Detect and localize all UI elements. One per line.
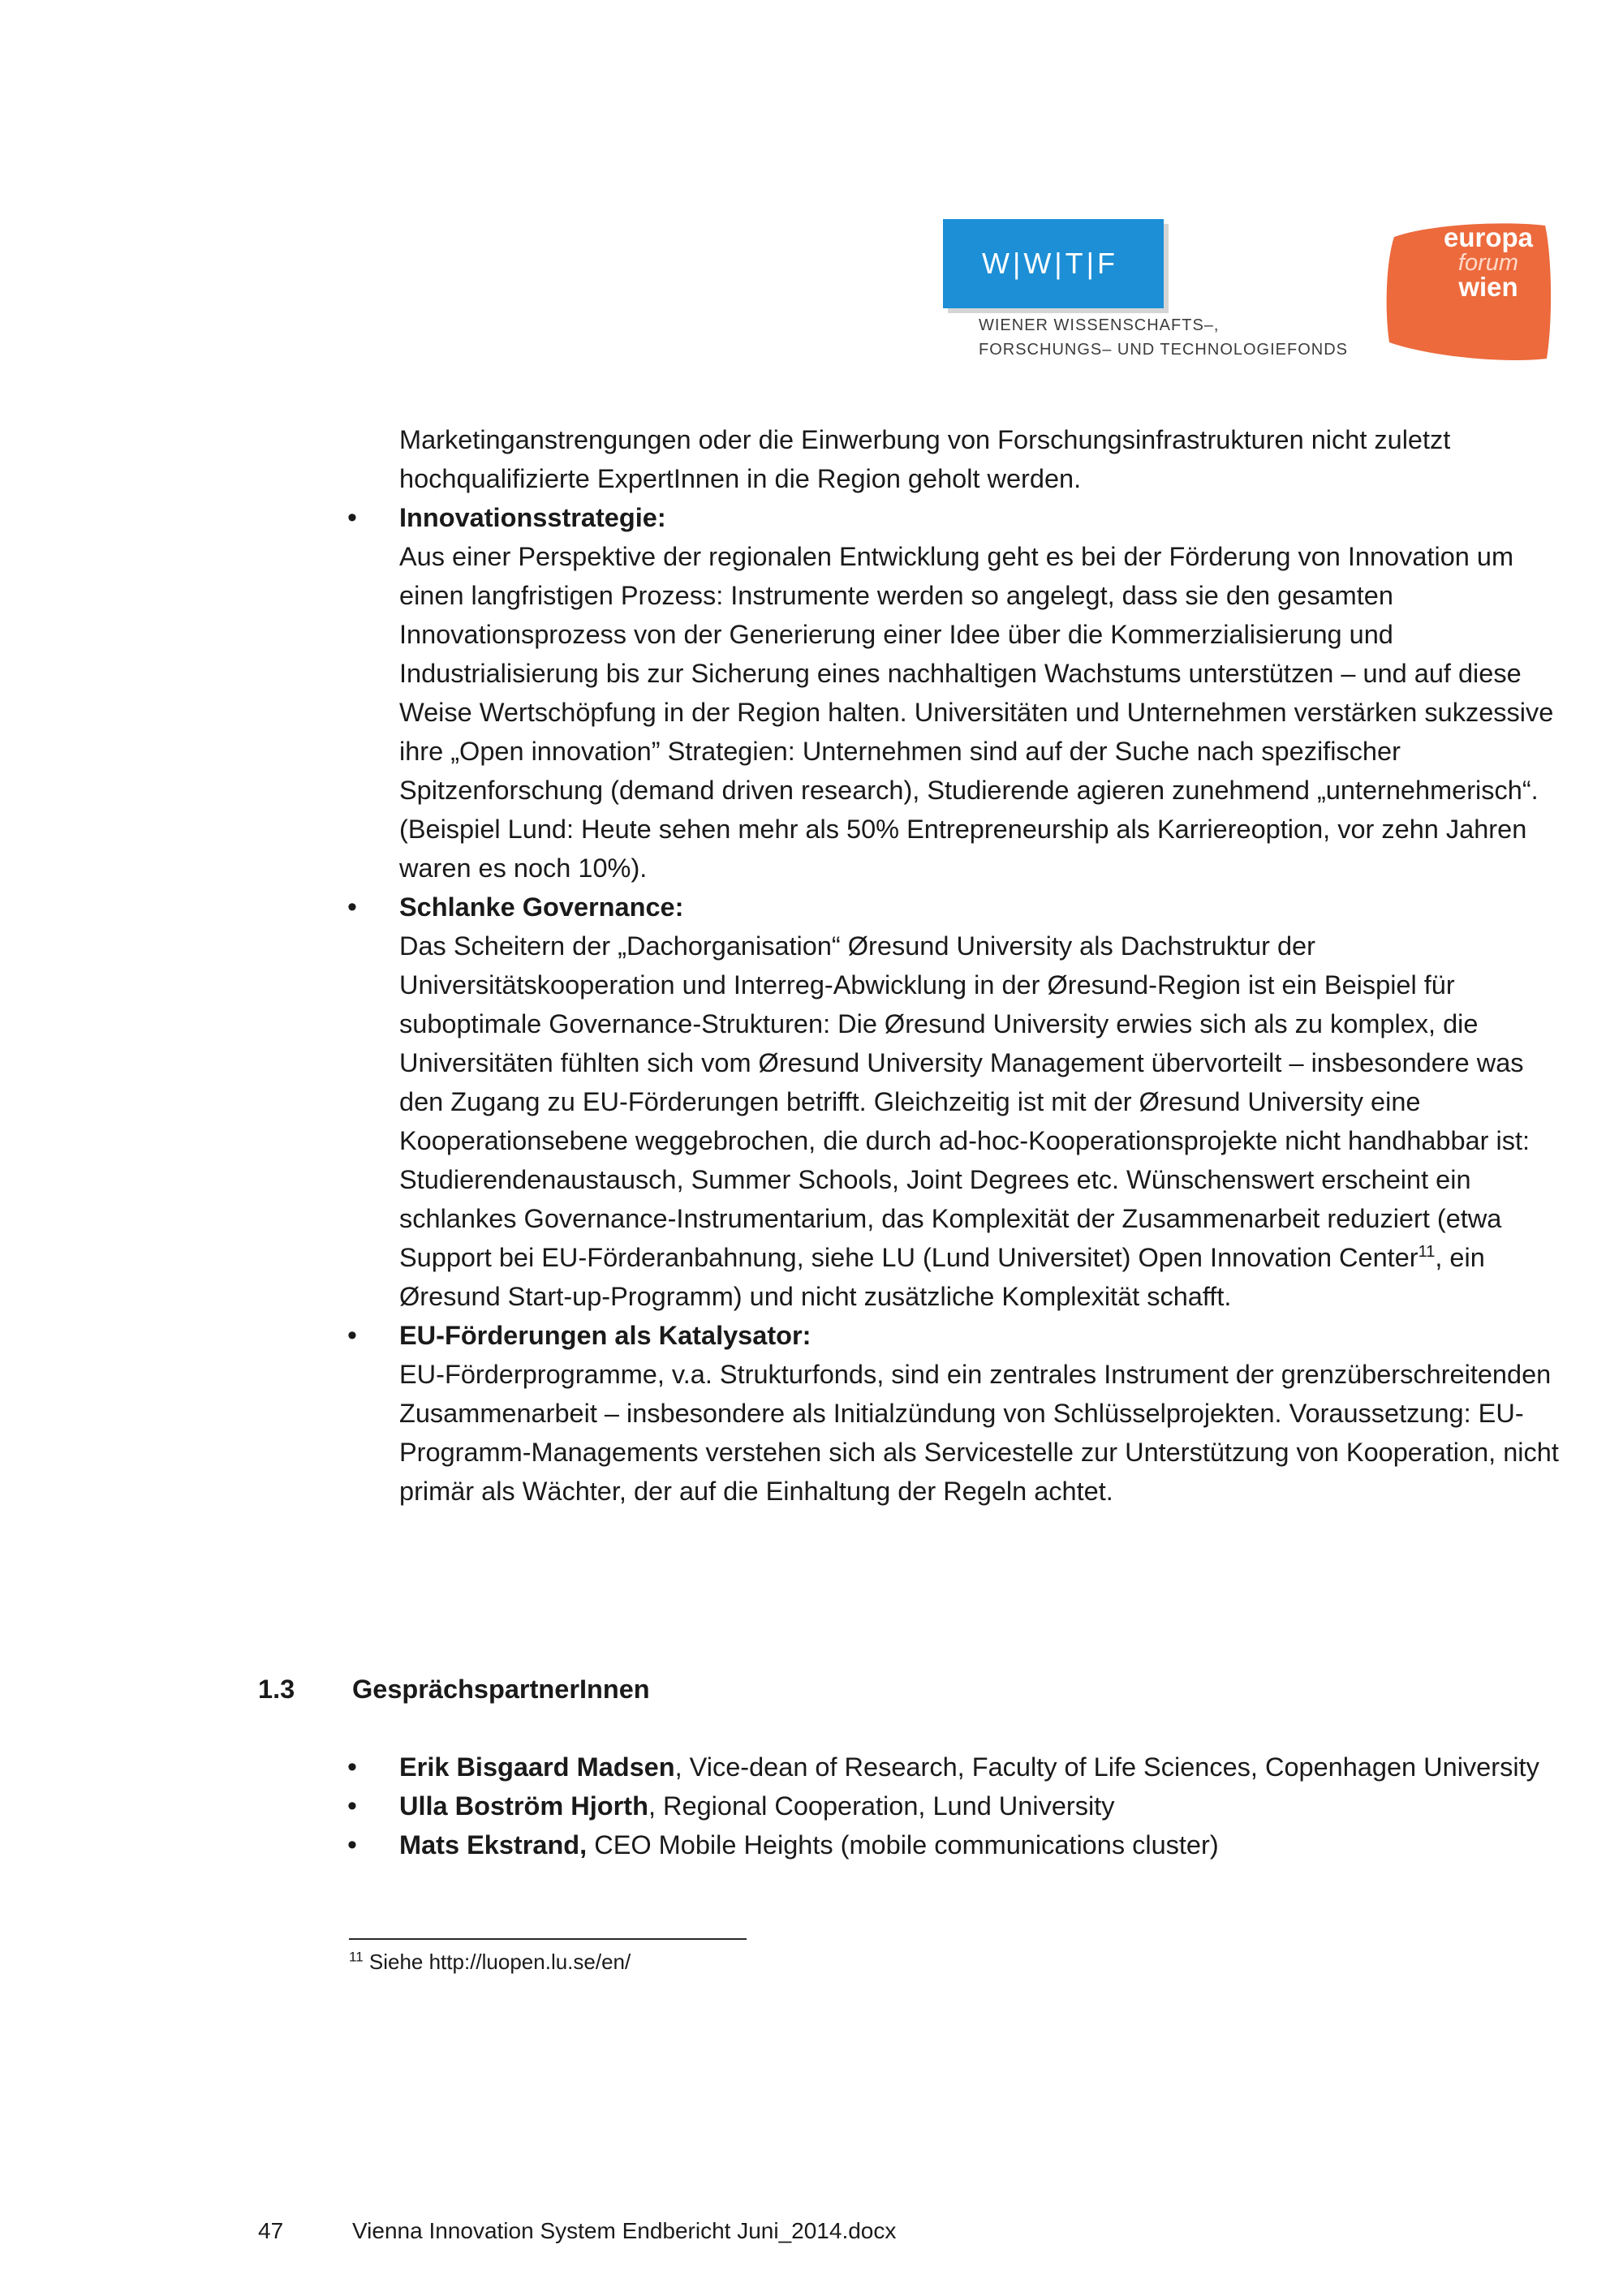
europa-forum-wien-wordmark <box>1440 224 1537 300</box>
partner-description: CEO Mobile Heights (mobile communications cluster) <box>587 1830 1219 1860</box>
partner-name: Ulla Boström Hjorth <box>399 1791 648 1821</box>
bullet-text <box>399 927 1560 1316</box>
bullet-title: • Schlanke Governance: <box>399 892 684 922</box>
main-content <box>399 420 1560 1511</box>
bullet-text: EU-Förderprogramme, v.a. Strukturfonds, sind ein zentrales Instrument der grenzüberschreitenden Zusammenarbeit – insbesondere als Initialzündung von Schlüsselprojekten. Voraussetzung: EU-Programm-Managements verstehen sich als Servicestelle zur Unterstützung von Kooperation, nicht primär als Wächter, der auf die Einhaltung der Regeln achtet. <box>399 1360 1559 1506</box>
bullet-text-part1: Das Scheitern der „Dachorganisation“ Øresund University als Dachstruktur der Universitätskooperation und Interreg-Abwicklung in der Øresund-Region ist ein Beispiel für suboptimale Governance-Strukturen: Die Øresund University erwies sich als zu komplex, die Universitäten fühlten sich vom Øresund University Management übervorteilt – insbesondere was den Zugang zu EU-Förderungen betrifft. Gleichzeitig ist mit der Øresund University eine Kooperationsebene weggebrochen, die durch ad-hoc-Kooperationsprojekte nicht handhabbar ist: Studierendenaustausch, Summer Schools, Joint Degrees etc. Wünschenswert erscheint ein schlankes Governance-Instrumentarium, das Komplexität der Zusammenarbeit reduziert (etwa Support bei EU-Förderanbahnung, siehe LU (Lund Universitet) Open Innovation Center <box>399 931 1530 1272</box>
partner-name: Erik Bisgaard Madsen <box>399 1752 675 1782</box>
section-number: 1.3 <box>258 1675 295 1704</box>
europa-wordmark-line3: wien <box>1458 272 1518 302</box>
partner-description: , Vice-dean of Research, Faculty of Life Sciences, Copenhagen University <box>674 1752 1539 1782</box>
footnote-text: Siehe http://luopen.lu.se/en/ <box>363 1950 631 1974</box>
footnote-number: 11 <box>349 1949 364 1965</box>
list-item <box>399 1748 1560 1786</box>
wwtf-subtitle <box>979 313 1348 362</box>
bullet-eu-foerderungen <box>399 1316 1560 1511</box>
bullet-title: • EU-Förderungen als Katalysator: <box>399 1321 812 1350</box>
wwtf-subtitle-line1: WIENER WISSENSCHAFTS–, <box>979 316 1220 334</box>
document-name: Vienna Innovation System Endbericht Juni_2014.docx <box>352 2218 897 2243</box>
bullet-text: Aus einer Perspektive der regionalen Entwicklung geht es bei der Förderung von Innovation um einen langfristigen Prozess: Instrumente werden so angelegt, dass sie den gesamten Innovationsprozess von der Generierung einer Idee über die Kommerzialisierung und Industrialisierung bis zur Sicherung eines nachhaltigen Wachstums unterstützen – und auf diese Weise Wertschöpfung in der Region halten. Universitäten und Unternehmen verstärken sukzessive ihre „Open innovation” Strategien: Unternehmen sind auf der Suche nach spezifischer Spitzenforschung (demand driven research), Studierende agieren zunehmend „unternehmerisch“. (Beispiel Lund: Heute sehen mehr als 50% Entrepreneurship als Karriereoption, vor zehn Jahren waren es noch 10%). <box>399 542 1554 883</box>
bullet-schlanke-governance <box>399 888 1560 1316</box>
page-footer <box>258 2215 896 2247</box>
intro-continuation: Marketinganstrengungen oder die Einwerbung von Forschungsinfrastrukturen nicht zuletzt hochqualifizierte ExpertInnen in die Region geholt werden. <box>399 425 1451 493</box>
europa-wordmark-line1: europa <box>1443 222 1534 252</box>
partners-list <box>399 1748 1560 1864</box>
partner-description: , Regional Cooperation, Lund University <box>648 1791 1115 1821</box>
section-heading <box>258 1670 650 1709</box>
list-item <box>399 1786 1560 1825</box>
list-item <box>399 1825 1560 1864</box>
footnote-reference: 11 <box>1418 1243 1436 1262</box>
wwtf-logo <box>943 219 1164 308</box>
europa-wordmark-line2: forum <box>1457 250 1519 276</box>
bullet-innovationsstrategie <box>399 498 1560 888</box>
partner-name: Mats Ekstrand, <box>399 1830 588 1860</box>
bullet-title: • Innovationsstrategie: <box>399 503 666 532</box>
section-title: GesprächspartnerInnen <box>352 1675 650 1704</box>
page-number: 47 <box>258 2218 284 2243</box>
footnote <box>349 1946 631 1978</box>
wwtf-logo-text: W|W|T|F <box>982 247 1118 280</box>
bullet-text-part2: , ein Øresund Start-up-Programm) und nicht zusätzliche Komplexität schafft. <box>399 1243 1485 1311</box>
footnote-divider <box>349 1938 747 1940</box>
wwtf-subtitle-line2: FORSCHUNGS– UND TECHNOLOGIEFONDS <box>979 341 1349 359</box>
